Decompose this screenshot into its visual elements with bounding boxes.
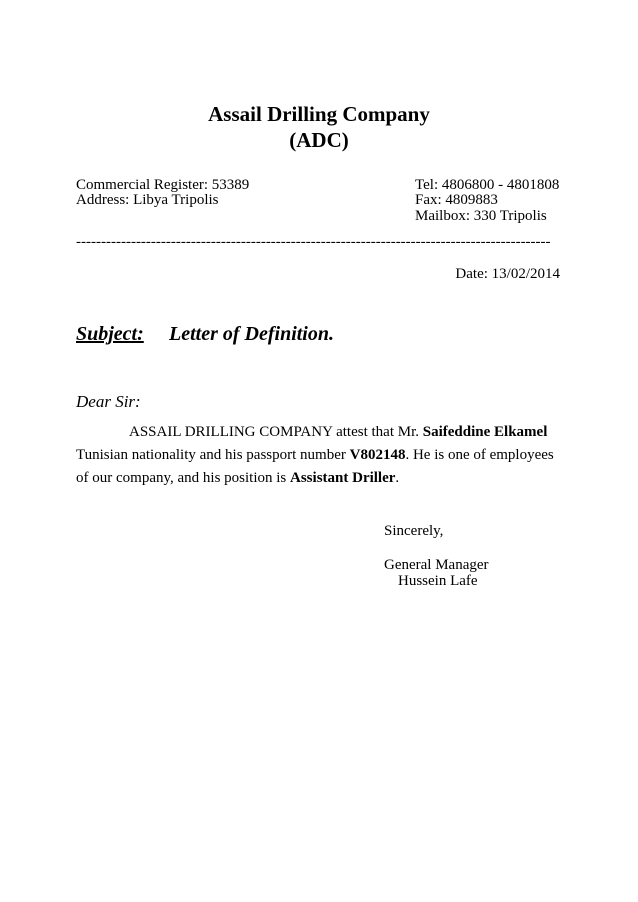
body-text-2: Tunisian nationality and his passport number xyxy=(76,447,350,463)
company-name: Assail Drilling Company xyxy=(208,102,430,126)
body-text-4: . xyxy=(395,470,400,486)
signatory-title: General Manager xyxy=(384,557,489,573)
letter-body xyxy=(76,421,562,490)
company-abbrev: (ADC) xyxy=(289,128,349,152)
letter-date: Date: 13/02/2014 xyxy=(455,266,560,282)
salutation: Dear Sir: xyxy=(76,392,141,411)
telephone: Tel: 4806800 - 4801808 xyxy=(415,177,560,193)
employee-name: Saifeddine Elkamel xyxy=(422,424,548,440)
employee-position: Assistant Driller xyxy=(290,470,396,486)
address: Address: Libya Tripolis xyxy=(76,192,219,208)
fax: Fax: 4809883 xyxy=(415,192,498,208)
closing-sincerely: Sincerely, xyxy=(384,523,444,539)
body-text-3: . He is one of employees of our company, and his position is xyxy=(76,447,554,486)
header-divider: ----------------------------------------------------------------------------------------------- xyxy=(76,234,551,250)
commercial-register: Commercial Register: 53389 xyxy=(76,177,250,193)
subject-text: Letter of Definition. xyxy=(169,323,334,345)
passport-number: V802148 xyxy=(349,447,406,463)
mailbox: Mailbox: 330 Tripolis xyxy=(415,208,547,224)
subject-label: Subject: xyxy=(76,323,144,345)
signatory-name: Hussein Lafe xyxy=(398,573,478,589)
body-text-1: ASSAIL DRILLING COMPANY attest that Mr. xyxy=(129,424,423,440)
